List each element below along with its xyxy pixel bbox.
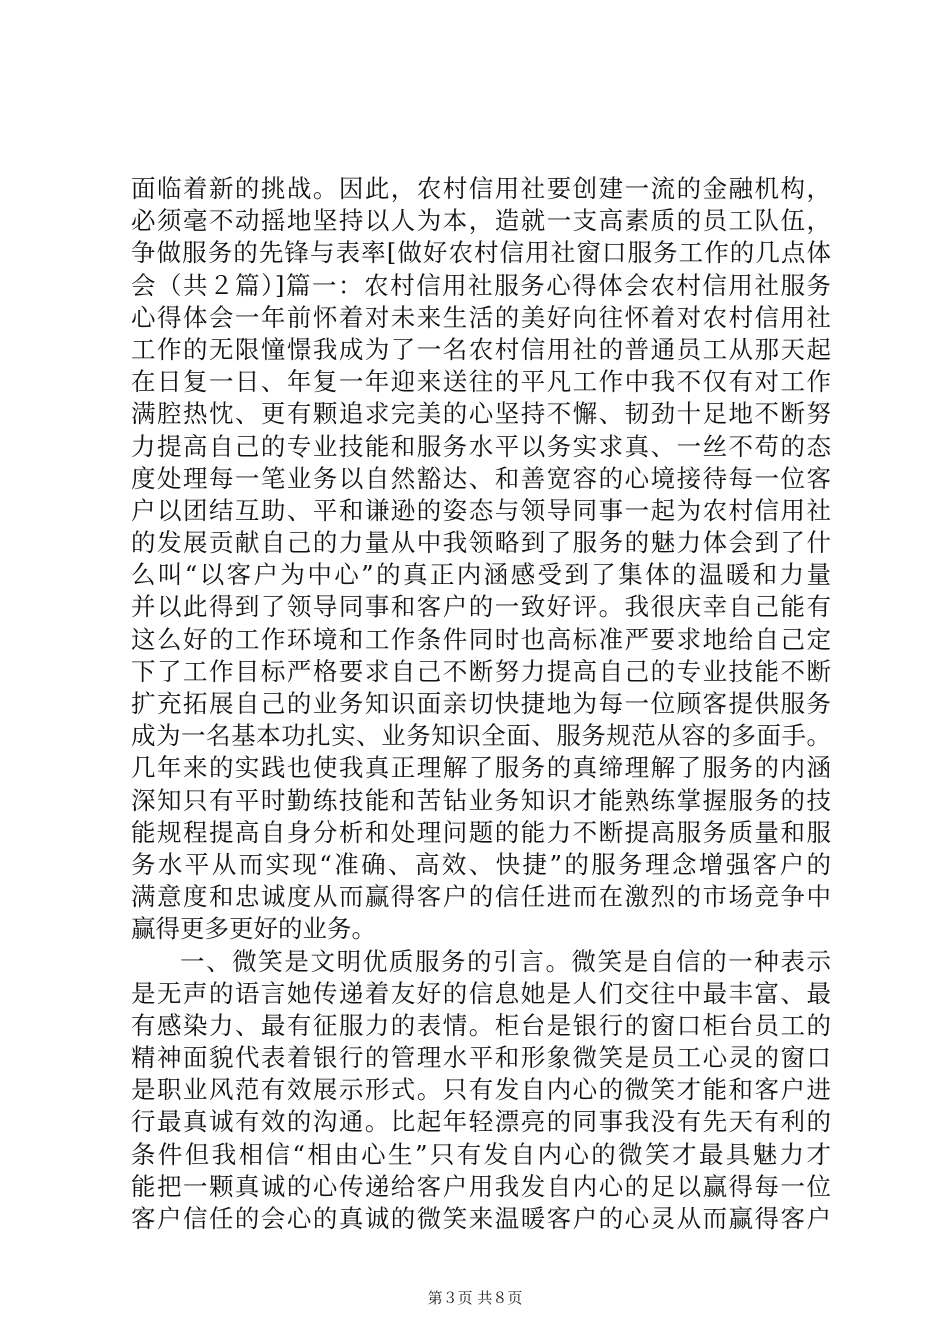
paragraph-start-line: 一、微笑是文明优质服务的引言。微笑是自信的一种表示 bbox=[180, 946, 831, 976]
text-line: 心得体会一年前怀着对未来生活的美好向往怀着对农村信用社 bbox=[131, 302, 831, 332]
text-line: 满意度和忠诚度从而赢得客户的信任进而在激烈的市场竞争中 bbox=[131, 882, 831, 912]
text-line: 面临着新的挑战。因此，农村信用社要创建一流的金融机构， bbox=[131, 174, 831, 203]
text-line: 在日复一日、年复一年迎来送往的平凡工作中我不仅有对工作 bbox=[131, 367, 831, 397]
text-line: 么叫“以客户为中心”的真正内涵感受到了集体的温暖和力量 bbox=[131, 560, 831, 590]
text-line: 成为一名基本功扎实、业务知识全面、服务规范从容的多面手。 bbox=[131, 721, 831, 751]
page-number-footer: 第３页 共８页 bbox=[427, 1289, 523, 1307]
text-line: 扩充拓展自己的业务知识面亲切快捷地为每一位顾客提供服务 bbox=[131, 689, 831, 718]
text-line: 务水平从而实现“准确、高效、快捷”的服务理念增强客户的 bbox=[131, 849, 831, 879]
text-line: 必须毫不动摇地坚持以人为本，造就一支高素质的员工队伍， bbox=[131, 206, 831, 236]
text-line: 能规程提高自身分析和处理问题的能力不断提高服务质量和服 bbox=[131, 817, 831, 847]
text-line: 满腔热忱、更有颗追求完美的心坚持不懈、韧劲十足地不断努 bbox=[131, 399, 831, 429]
text-line: 会（共２篇）]篇一：农村信用社服务心得体会农村信用社服务 bbox=[131, 270, 831, 300]
text-line: 有感染力、最有征服力的表情。柜台是银行的窗口柜台员工的 bbox=[131, 1010, 831, 1040]
text-line: 几年来的实践也使我真正理解了服务的真缔理解了服务的内涵 bbox=[131, 753, 831, 783]
text-line: 这么好的工作环境和工作条件同时也高标准严要求地给自己定 bbox=[131, 624, 831, 654]
text-line: 下了工作目标严格要求自己不断努力提高自己的专业技能不断 bbox=[131, 656, 831, 686]
text-line: 是职业风范有效展示形式。只有发自内心的微笑才能和客户进 bbox=[131, 1075, 831, 1105]
text-line: 深知只有平时勤练技能和苦钻业务知识才能熟练掌握服务的技 bbox=[131, 785, 831, 815]
text-line: 是无声的语言她传递着友好的信息她是人们交往中最丰富、最 bbox=[131, 978, 831, 1008]
text-line: 工作的无限憧憬我成为了一名农村信用社的普通员工从那天起 bbox=[131, 334, 831, 364]
text-line: 户以团结互助、平和谦逊的姿态与领导同事一起为农村信用社 bbox=[131, 495, 831, 525]
body-text bbox=[131, 173, 831, 1235]
text-line: 条件但我相信“相由心生”只有发自内心的微笑才最具魅力才 bbox=[131, 1139, 831, 1169]
text-line: 行最真诚有效的沟通。比起年轻漂亮的同事我没有先天有利的 bbox=[131, 1107, 831, 1137]
text-line: 度处理每一笔业务以自然豁达、和善宽容的心境接待每一位客 bbox=[131, 463, 831, 493]
text-line: 精神面貌代表着银行的管理水平和形象微笑是员工心灵的窗口 bbox=[131, 1043, 831, 1073]
text-line: 争做服务的先锋与表率[做好农村信用社窗口服务工作的几点体 bbox=[131, 238, 831, 268]
text-line: 力提高自己的专业技能和服务水平以务实求真、一丝不苟的态 bbox=[131, 431, 831, 461]
text-line: 赢得更多更好的业务。 bbox=[131, 914, 376, 944]
text-line: 并以此得到了领导同事和客户的一致好评。我很庆幸自己能有 bbox=[131, 592, 831, 622]
text-line: 能把一颗真诚的心传递给客户用我发自内心的足以赢得每一位 bbox=[131, 1171, 831, 1201]
text-line: 的发展贡献自己的力量从中我领略到了服务的魅力体会到了什 bbox=[131, 528, 831, 558]
text-line: 客户信任的会心的真诚的微笑来温暖客户的心灵从而赢得客户 bbox=[131, 1204, 831, 1233]
